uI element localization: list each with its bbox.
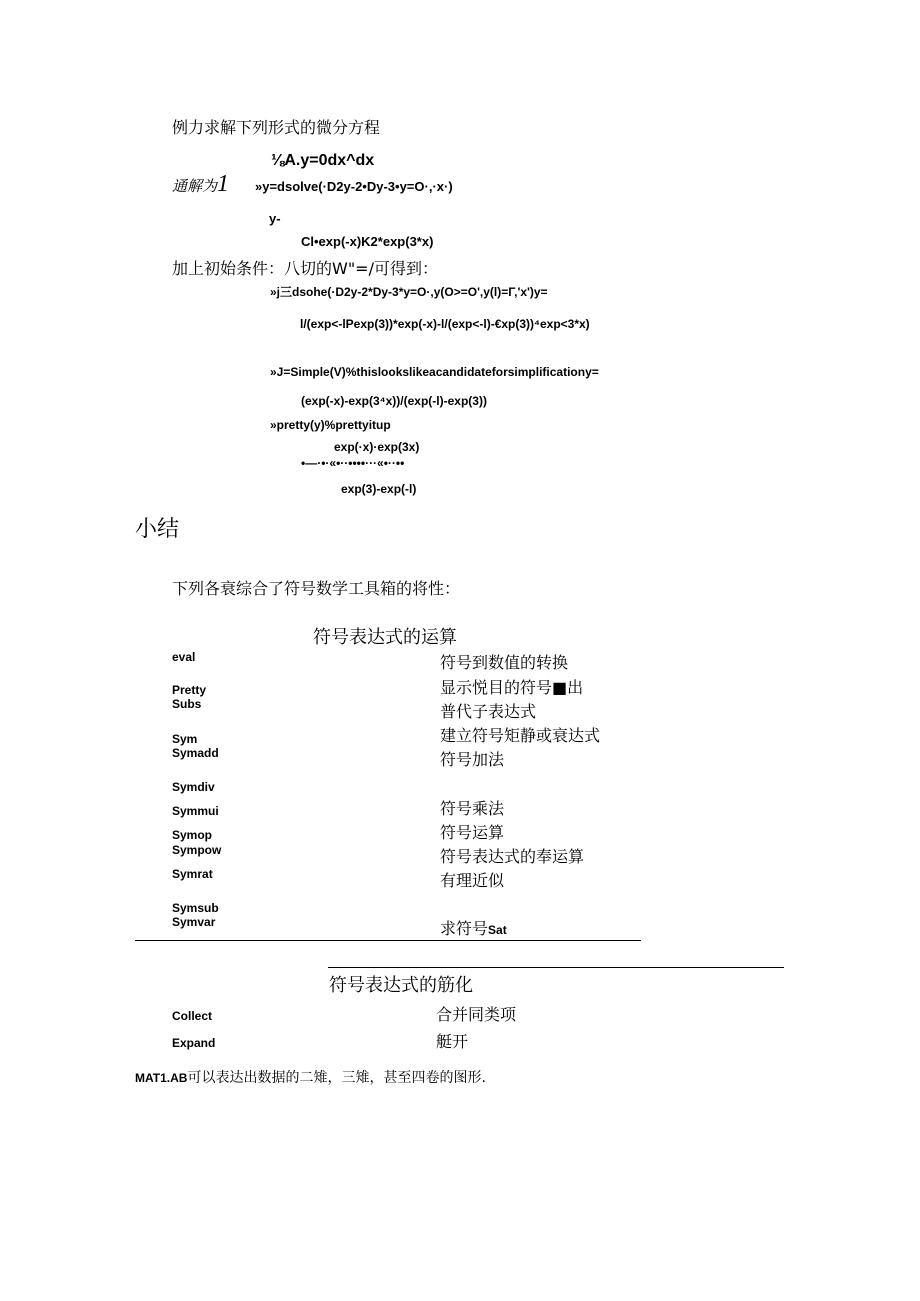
last-desc-cn: 求符号: [440, 919, 489, 938]
example-intro: 例力求解下列形式的微分方程: [172, 118, 381, 137]
table1-name: Symvar: [172, 915, 216, 929]
summary-intro: 下列各衰综合了符号数学工具箱的将性：: [172, 579, 461, 598]
table1-name: Pretty: [172, 683, 207, 697]
table1-desc-last: [440, 921, 507, 937]
footer-prefix: MAT1.AB: [135, 1071, 188, 1085]
table1-desc: 符号表达式的奉运算: [440, 847, 585, 866]
simple-command: »J=Simple(V)%thislookslikeacandidateforsimplificationy=: [270, 365, 599, 379]
table1-desc: 符号乘法: [440, 799, 505, 818]
table1-name: Subs: [172, 697, 202, 711]
solution-1: Cl•exp(-x)K2*exp(3*x): [301, 234, 434, 249]
pretty-fraction-bar: •—·•·«•··••••···«•··••: [301, 456, 405, 470]
table1-name: Sympow: [172, 843, 222, 857]
table1-desc: 符号运算: [440, 823, 505, 842]
pretty-command: »pretty(y)%prettyitup: [270, 418, 391, 432]
general-label-num: 1: [217, 171, 230, 197]
solution-2: l/(exp<-lPexp(3))*exp(-x)-l/(exp<-l)-€xp(3))⁴exp<3*x): [300, 317, 590, 331]
table2-desc: 艇开: [436, 1032, 469, 1051]
y-label: y-: [269, 211, 281, 226]
table2-title: 符号表达式的筋化: [329, 975, 473, 996]
footer-text: [135, 1069, 486, 1085]
table1-desc: 符号到数值的转换: [440, 653, 569, 672]
table1-desc: 建立符号矩静或衰达式: [440, 726, 601, 745]
table1-name: Sym: [172, 732, 198, 746]
table1-name: Symadd: [172, 746, 219, 760]
pretty-numerator: exp(·x)·exp(3x): [334, 440, 420, 454]
initial-conditions-text: 加上初始条件：八切的W"=/可得到：: [172, 259, 438, 278]
table1-desc: 普代子表达式: [440, 702, 537, 721]
table2-name: Expand: [172, 1036, 216, 1050]
table1-name: Symmui: [172, 804, 219, 818]
table2-top-rule: [328, 967, 784, 968]
table1-desc: 有理近似: [440, 871, 505, 890]
table2-desc: 合并同类项: [436, 1005, 517, 1024]
table1-name: Symop: [172, 828, 213, 842]
general-label-text: 通解为: [172, 177, 218, 195]
equation: ⅛A.y=0dx^dx: [271, 152, 375, 169]
table1-name: Symsub: [172, 901, 219, 915]
dsolve-command-1: »y=dsolve(·D2y-2•Dy-3•y=O·,·x·): [255, 179, 453, 194]
table1-bottom-rule: [135, 940, 641, 941]
footer-body: 可以表达出数据的二雉，三雉，甚至四卷的图形.: [187, 1070, 486, 1086]
table1-desc: 显示悦目的符号■出: [440, 678, 584, 697]
pretty-denominator: exp(3)-exp(-l): [341, 482, 417, 496]
table1-name: Symdiv: [172, 780, 215, 794]
table1-desc: 符号加法: [440, 750, 505, 769]
last-desc-en: Sat: [488, 923, 507, 937]
dsolve-command-2: »j三dsohe(·D2y-2*Dy-3*y=O·,y(O>=O',y(l)=Γ,'x')y=: [270, 285, 548, 299]
table1-title: 符号表达式的运算: [313, 627, 457, 648]
solution-3: (exp(-x)-exp(3⁴x))/(exp(-l)-exp(3)): [301, 394, 487, 408]
table1-name: Symrat: [172, 867, 213, 881]
summary-heading: 小结: [135, 517, 180, 542]
general-solution-label: [172, 172, 229, 196]
table2-name: Collect: [172, 1009, 213, 1023]
table1-name: eval: [172, 650, 196, 664]
